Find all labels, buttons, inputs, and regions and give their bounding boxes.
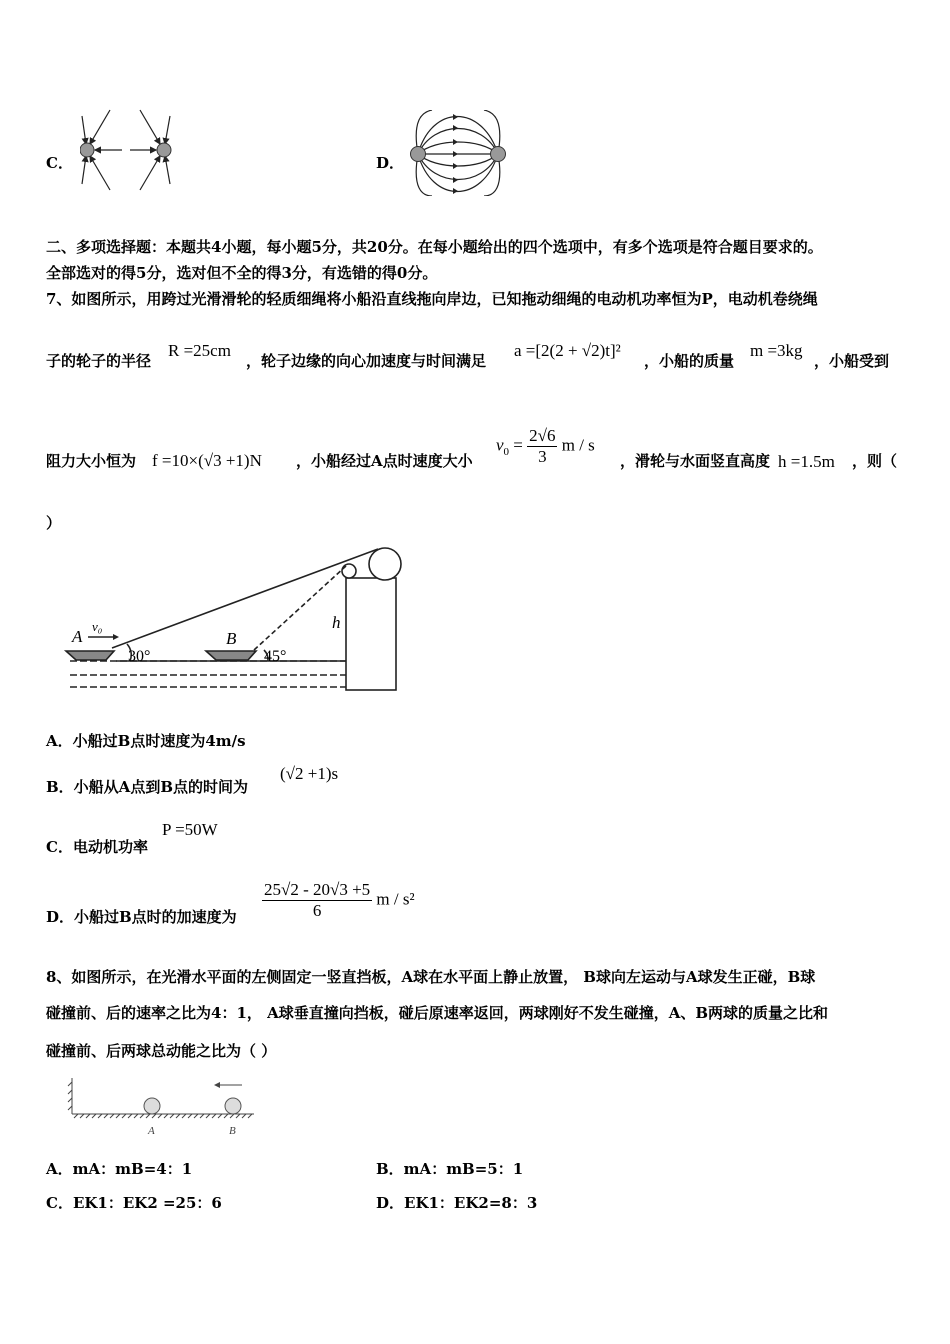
q7-stem-line2-part4: ，小船受到 [814,352,890,370]
q7-acceleration-formula: a =[2(2 + √2)t]² [514,341,621,360]
q7-fig-label-h: h [332,613,341,632]
q7-option-b-formula: (√2 +1)s [280,764,339,783]
field-lines-figure-d [402,110,514,196]
section-header-line1: 二、多项选择题：本题共4小题，每小题5分，共20分。在每小题给出的四个选项中，有多个选项是符合题目要求的。 [46,238,823,256]
q8-collision-figure [64,1074,260,1138]
q7-boat-pulley-figure [60,540,410,700]
q7-option-c-formula: P =50W [162,820,218,839]
q7-mass-formula: m =3kg [750,341,803,360]
q7-stem-line4: ） [46,514,62,532]
q7-stem-line2-part3: ，小船的质量 [644,352,735,370]
q7-v0-denominator: 3 [538,447,547,466]
q8-option-d: D．EK1：EK2=8：3 [376,1194,538,1212]
q7-option-a: A．小船过B点时速度为4m/s [46,732,246,750]
q7-fig-label-b: B [226,629,237,648]
q7-stem-line3-part4: ，则（ [852,452,898,470]
q7-fig-label-a: A [72,627,83,646]
q7-stem-line3-part2: ，小船经过A点时速度大小 [296,452,473,470]
q7-stem-line2-part1: 子的轮子的半径 [46,352,152,370]
q7-radius-formula: R =25cm [168,341,231,360]
prev-option-c-label: C． [46,154,73,172]
q7-stem-line2-part2: ，轮子边缘的向心加速度与时间满足 [246,352,487,370]
q7-option-d-formula [262,880,415,921]
q7-fig-angle-45: 45° [264,648,287,665]
q8-stem-line1: 8、如图所示，在光滑水平面的左侧固定一竖直挡板，A球在水平面上静止放置， B球向左运动与A球发生正碰，B球 [46,968,816,986]
q8-fig-label-a: A [148,1125,155,1137]
q8-option-a: A．mA：mB=4：1 [46,1160,193,1178]
prev-option-d-label: D． [376,154,405,172]
q7-v0-numerator: 2√6 [529,426,556,445]
q7-option-b: B．小船从A点到B点的时间为 [46,778,248,796]
q7-fig-angle-30: 30° [128,648,151,665]
q7-stem-line3-part1: 阻力大小恒为 [46,452,137,470]
q7-resistance-formula: f =10×(√3 +1)N [152,451,262,470]
q7-fig-label-v0: v₀ [92,619,103,634]
q7-height-formula: h =1.5m [778,452,835,471]
q7-v0-unit: m / s [561,435,595,455]
q7-option-c: C．电动机功率 [46,838,148,856]
q7-v0-fraction [527,426,557,467]
section-header-line2: 全部选对的得5分，选对但不全的得3分，有选错的得0分。 [46,264,438,282]
field-lines-figure-c [80,106,180,196]
q7-v0-formula: $v_0$ = $\frac{2√6}{3}$ m / s [496,426,595,466]
q7-option-d-numerator: 25√2 - 20√3 +5 [264,880,371,899]
q8-option-b: B．mA：mB=5：1 [376,1160,524,1178]
q7-option-d: D．小船过B点时的加速度为 [46,908,237,926]
q8-fig-label-b: B [229,1125,236,1137]
q8-stem-line3: 碰撞前、后两球总动能之比为（ ） [46,1042,277,1060]
q8-option-c: C．EK1：EK2 =25：6 [46,1194,222,1212]
q8-stem-line2: 碰撞前、后的速率之比为4：1， A球垂直撞向挡板，碰后原速率返回，两球刚好不发生碰撞，A、B两球的质量之比和 [46,1004,829,1022]
q7-option-d-unit: m / s² [376,889,415,909]
q7-option-d-denominator: 6 [312,901,322,920]
q7-stem-line3-part3: ，滑轮与水面竖直高度 [620,452,771,470]
q7-option-d-fraction [262,880,372,921]
q7-stem-line1: 7、如图所示，用跨过光滑滑轮的轻质细绳将小船沿直线拖向岸边，已知拖动细绳的电动机功率恒为P，电动机卷绕绳 [46,290,818,308]
